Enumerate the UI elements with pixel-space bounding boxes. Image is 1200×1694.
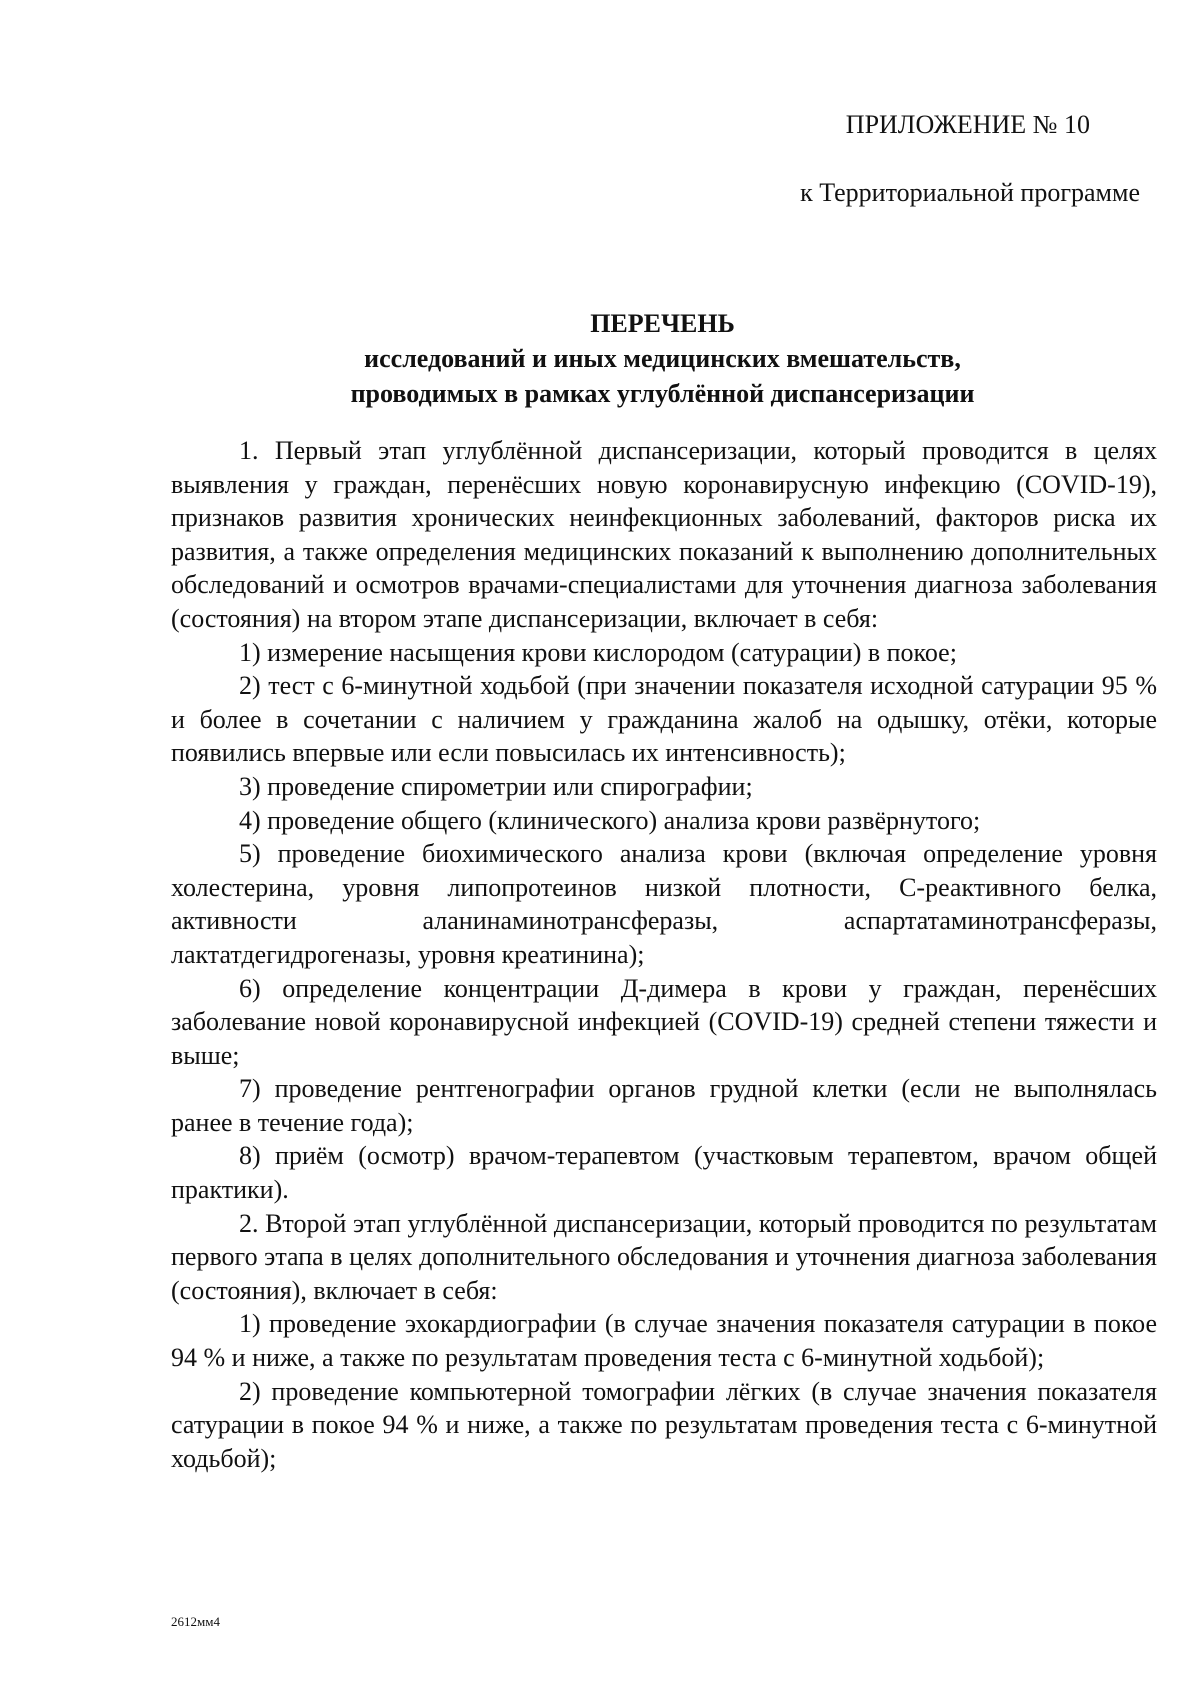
paragraph-stage-2: 2. Второй этап углублённой диспансеризации, который проводится по результатам первого этапа в целях дополнительного обследования и уточнения диагноза заболевания (состояния), включает в себя: <box>171 1208 1157 1305</box>
document-body <box>171 434 1157 1475</box>
appendix-subtitle: к Территориальной программе <box>800 178 1140 207</box>
heading-line-2: исследований и иных медицинских вмешательств, <box>364 344 961 373</box>
list-item-1-6: 6) определение концентрации Д-димера в крови у граждан, перенёсших заболевание новой коронавирусной инфекцией (COVID-19) средней степени тяжести и выше; <box>171 973 1157 1070</box>
appendix-title: ПРИЛОЖЕНИЕ № 10 <box>845 110 1090 139</box>
list-item-1-5: 5) проведение биохимического анализа крови (включая определение уровня холестерина, уровня липопротеинов низкой плотности, С-реактивного белка, активности аланинаминотрансферазы, аспартатаминотрансферазы, лактатдегидрогеназы, уровня креатинина); <box>171 839 1157 969</box>
footer-code: 2612мм4 <box>171 1614 220 1629</box>
list-item-2-1: 1) проведение эхокардиографии (в случае значения показателя сатурации в покое 94 % и ниже, а также по результатам проведения теста с 6-минутной ходьбой); <box>171 1309 1157 1373</box>
paragraph-stage-1: 1. Первый этап углублённой диспансеризации, который проводится в целях выявления у граждан, перенёсших новую коронавирусную инфекцию (COVID-19), признаков развития хронических неинфекционных заболеваний, факторов риска их развития, а также определения медицинских показаний к выполнению дополнительных обследований и осмотров врачами-специалистами для уточнения диагноза заболевания (состояния) на втором этапе диспансеризации, включает в себя: <box>171 436 1157 633</box>
list-item-2-2: 2) проведение компьютерной томографии лёгких (в случае значения показателя сатурации в покое 94 % и ниже, а также по результатам проведения теста с 6-минутной ходьбой); <box>171 1376 1157 1473</box>
list-item-1-2: 2) тест с 6-минутной ходьбой (при значении показателя исходной сатурации 95 % и более в сочетании с наличием у гражданина жалоб на одышку, отёки, которые появились впервые или если повысилась их интенсивность); <box>171 671 1157 768</box>
heading-title: ПЕРЕЧЕНЬ <box>590 309 735 338</box>
list-item-1-7: 7) проведение рентгенографии органов грудной клетки (если не выполнялась ранее в течение года); <box>171 1074 1157 1137</box>
heading-line-3: проводимых в рамках углублённой диспансеризации <box>350 379 975 408</box>
list-item-1-3: 3) проведение спирометрии или спирографии; <box>239 771 753 801</box>
list-item-1-1: 1) измерение насыщения крови кислородом (сатурации) в покое; <box>239 637 957 667</box>
list-item-1-8: 8) приём (осмотр) врачом-терапевтом (участковым терапевтом, врачом общей практики). <box>171 1141 1157 1205</box>
list-item-1-4: 4) проведение общего (клинического) анализа крови развёрнутого; <box>239 805 981 835</box>
document-heading <box>0 306 1200 411</box>
